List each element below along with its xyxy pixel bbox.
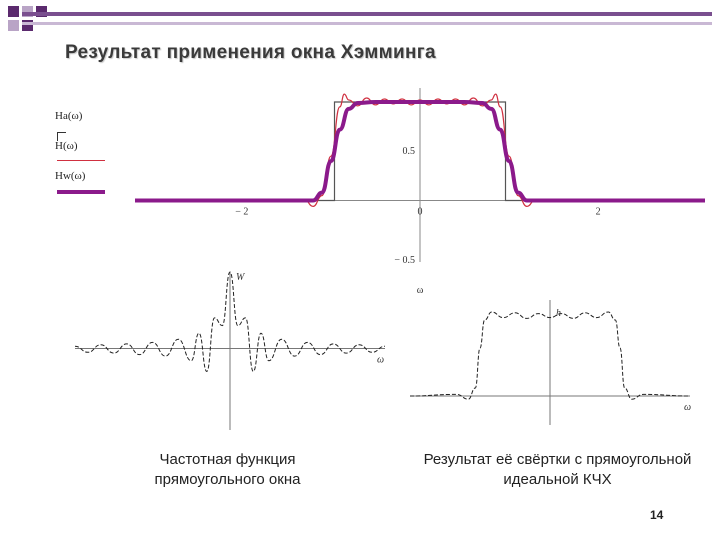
y-tick-label: − 0.5 [394,255,415,266]
x-tick-label: − 2 [235,206,249,218]
x-axis-label: ω [416,285,424,296]
legend-label: H(ω) [55,140,78,152]
x-axis-label: ω [684,402,692,413]
x-tick-label: 2 [595,206,601,218]
page-title: Результат применения окна Хэмминга [65,42,436,63]
x-tick-label: 0 [417,206,423,218]
page-number: 14 [650,508,664,522]
x-axis-label: ω [377,354,385,366]
caption-left: Частотная функция прямоугольного окна [154,451,301,488]
legend-label: Hа(ω) [55,110,83,122]
y-axis-label: h [556,308,561,319]
legend-label: Hw(ω) [55,170,86,182]
y-tick-label: 0.5 [402,146,415,158]
caption-right: Результат её свёртки с прямоугольной идеальной КЧХ [423,451,692,488]
y-axis-label: W [236,272,245,283]
